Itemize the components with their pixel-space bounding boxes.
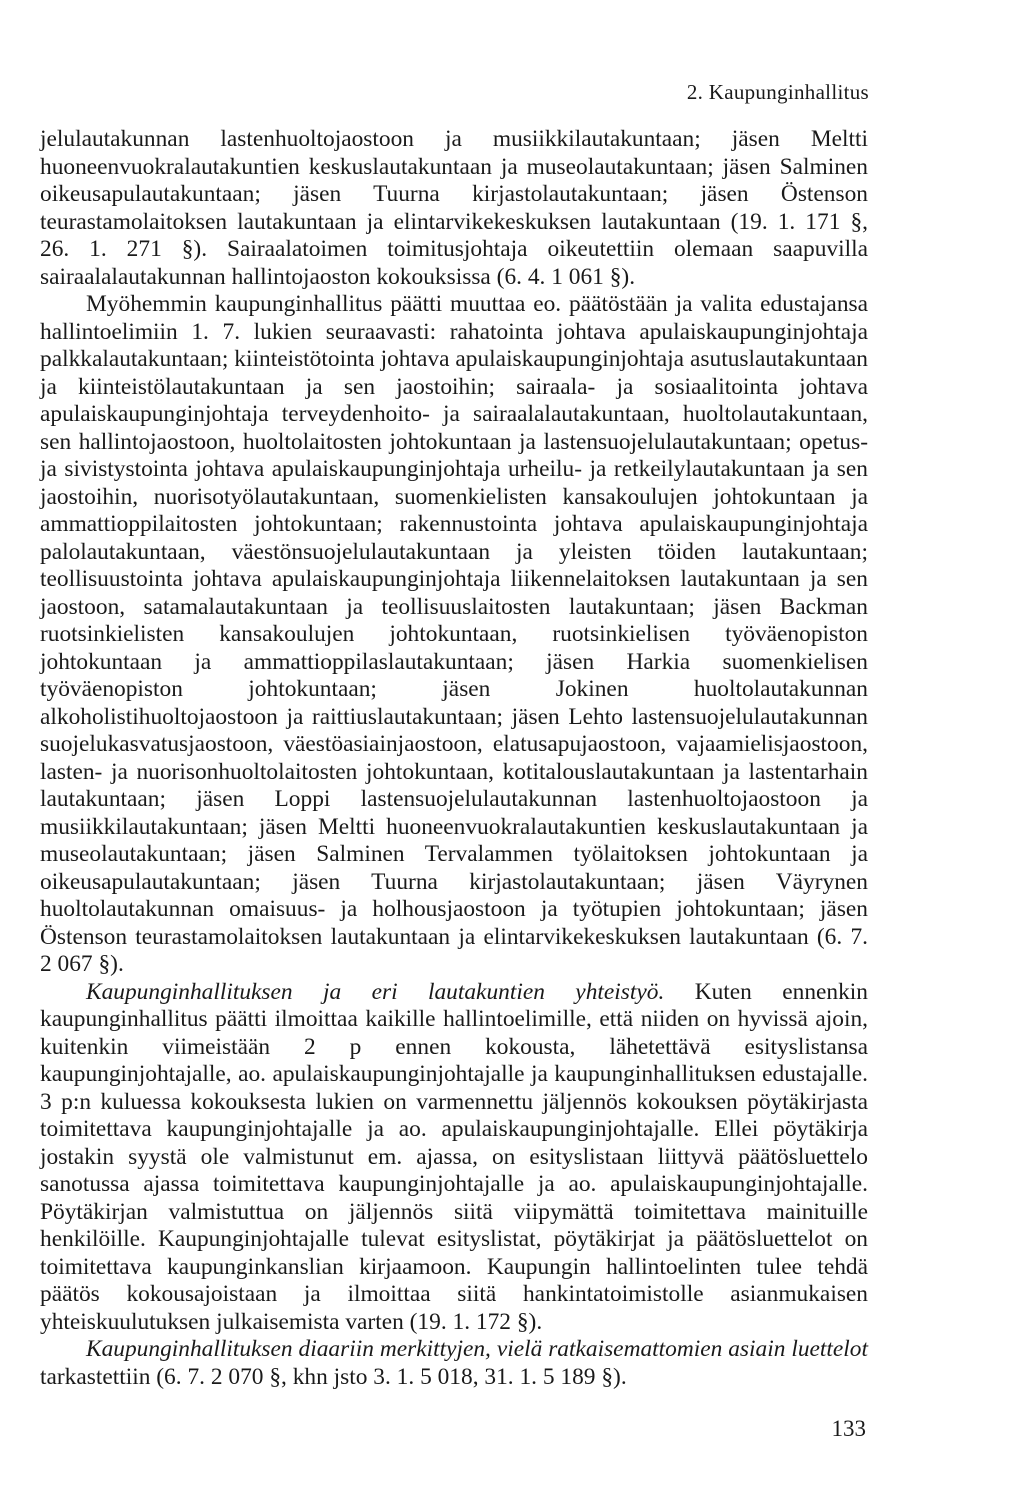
paragraph-1: jelulautakunnan lastenhuoltojaostoon ja musiikkilautakuntaan; jäsen Meltti huoneenvuokralautakuntien keskuslautakuntaan ja museolautakuntaan; jäsen Salminen oikeusapulautakuntaan; jäsen Tuurna kirjastolautakuntaan; jäsen Östenson teurastamolaitoksen lautakuntaan ja elintarvikekeskuksen lautakuntaan (19. 1. 171 §, 26. 1. 271 §). Sairaalatoimen toimitusjohtaja oikeutettiin olemaan saapuvilla sairaalalautakunnan hallintojaoston kokouksissa (6. 4. 1 061 §). xyxy=(40,126,868,290)
paragraph-3-text: Kuten ennenkin kaupunginhallitus päätti ilmoittaa kaikille hallintoelimille, että niiden on hyvissä ajoin, kuitenkin viimeistään 2 p ennen kokousta, lähetettävä esityslistansa kaupunginjohtajalle, ao. apulaiskaupunginjohtajalle ja kaupunginhallituksen edustajalle. 3 p:n kuluessa kokouksesta lukien on varmennettu jäljennös kokouksen pöytäkirjasta toimitettava kaupunginjohtajalle ja ao. apulaiskaupunginjohtajalle. Ellei pöytäkirja jostakin syystä ole valmistunut em. ajassa, on esityslistaan liittyvä päätösluettelo sanotussa ajassa toimitettava kaupunginjohtajalle ja ao. apulaiskaupunginjohtajalle. Pöytäkirjan valmistuttua on jäljennös siitä viipymättä toimitettava mainituille henkilöille. Kaupunginjohtajalle tulevat esityslistat, pöytäkirjat ja päätösluettelot on toimitettava kaupunginkanslian kirjaamoon. Kaupungin hallintoelinten tulee tehdä päätös kokousajoistaan ja ilmoittaa siitä hankintatoimistolle asianmukaisen yhteiskuulutuksen julkaisemista varten (19. 1. 172 §). xyxy=(40,978,868,1335)
section-heading-cooperation: Kaupunginhallituksen ja eri lautakuntien yhteistyö. xyxy=(86,978,665,1005)
page-body xyxy=(40,126,868,1391)
paragraph-4 xyxy=(40,1336,868,1391)
section-heading-diary: Kaupunginhallituksen diaariin merkittyjen, vielä ratkaisemattomien asiain luettelot xyxy=(86,1336,868,1362)
paragraph-3 xyxy=(40,979,868,1337)
paragraph-4-text: tarkastettiin (6. 7. 2 070 §, khn jsto 3. 1. 5 018, 31. 1. 5 189 §). xyxy=(40,1363,627,1390)
page-number: 133 xyxy=(831,1416,866,1441)
running-header: 2. Kaupunginhallitus xyxy=(686,80,869,104)
paragraph-2: Myöhemmin kaupunginhallitus päätti muuttaa eo. päätöstään ja valita edustajansa hallintoelimiin 1. 7. lukien seuraavasti: rahatointa johtava apulaiskaupunginjohtaja palkkalautakuntaan; kiinteistötointa johtava apulaiskaupunginjohtaja asutuslautakuntaan ja kiinteistölautakuntaan ja sen jaostoihin; sairaala- ja sosiaalitointa johtava apulaiskaupunginjohtaja terveydenhoito- ja sairaalalautakuntaan, huoltolautakuntaan, sen hallintojaostoon, huoltolaitosten johtokuntaan ja lastensuojelulautakuntaan; opetus- ja sivistystointa johtava apulaiskaupunginjohtaja urheilu- ja retkeilylautakuntaan ja sen jaostoihin, nuorisotyölautakuntaan, suomenkielisten kansakoulujen johtokuntaan ja ammattioppilaitosten johtokuntaan; rakennustointa johtava apulaiskaupunginjohtaja palolautakuntaan, väestönsuojelulautakuntaan ja yleisten töiden lautakuntaan; teollisuustointa johtava apulaiskaupunginjohtaja liikennelaitoksen lautakuntaan ja sen jaostoon, satamalautakuntaan ja teollisuuslaitosten lautakuntaan; jäsen Backman ruotsinkielisten kansakoulujen johtokuntaan, ruotsinkielisen työväenopiston johtokuntaan ja ammattioppilaslautakuntaan; jäsen Harkia suomenkielisen työväenopiston johtokuntaan; jäsen Jokinen huoltolautakunnan alkoholistihuoltojaostoon ja raittiuslautakuntaan; jäsen Lehto lastensuojelulautakunnan suojelukasvatusjaostoon, väestöasiainjaostoon, elatusapujaostoon, vajaamielisjaostoon, lasten- ja nuorisonhuoltolaitosten johtokuntaan, kotitalouslautakuntaan ja lastentarhain lautakuntaan; jäsen Loppi lastensuojelulautakunnan lastenhuoltojaostoon ja musiikkilautakuntaan; jäsen Meltti huoneenvuokralautakuntien keskuslautakuntaan ja museolautakuntaan; jäsen Salminen Tervalammen työlaitoksen johtokuntaan ja oikeusapulautakuntaan; jäsen Tuurna kirjastolautakuntaan; jäsen Väyrynen huoltolautakunnan omaisuus- ja holhousjaostoon ja työtupien johtokuntaan; jäsen Östenson teurastamolaitoksen lautakuntaan ja elintarvikekeskuksen lautakuntaan (6. 7. 2 067 §). xyxy=(40,291,868,977)
